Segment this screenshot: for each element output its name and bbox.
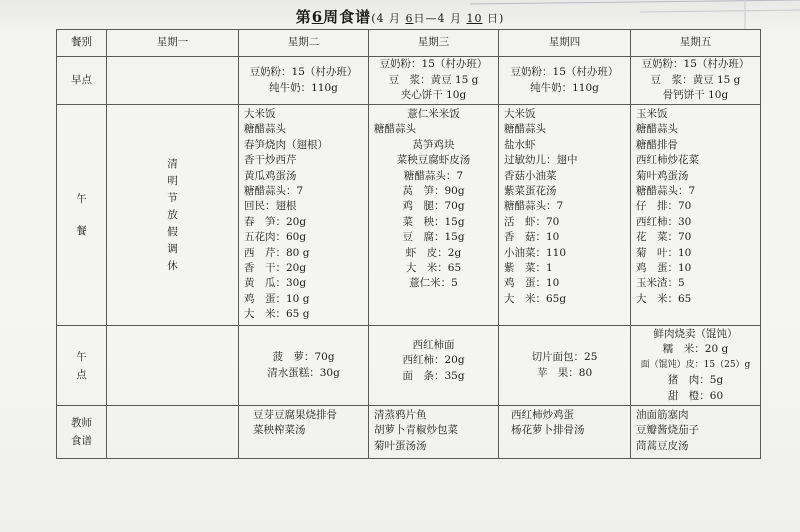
snack-tuesday-cell xyxy=(239,326,369,406)
menu-line: 油面筋塞肉 xyxy=(636,409,689,421)
menu-line: 菠 萝：70g xyxy=(272,351,335,364)
menu-line: 糖醋蒜头：7 xyxy=(504,200,564,213)
menu-line: 莴笋鸡块 xyxy=(412,138,455,151)
menu-line: 鲜肉烧卖（馄饨） xyxy=(653,327,738,340)
menu-line: 西 芹：80 g xyxy=(244,246,310,259)
teacher-label-bottom: 食谱 xyxy=(71,435,92,447)
menu-line: 鸡 腿：70g xyxy=(402,200,465,213)
menu-line: 糖醋蒜头：7 xyxy=(403,169,464,182)
title-prefix: 第 xyxy=(295,8,312,26)
teacher-wednesday-cell xyxy=(369,406,499,459)
holiday-char: 节 xyxy=(167,191,178,204)
menu-line: 五花肉：60g xyxy=(244,231,307,244)
date-start: 6 xyxy=(405,12,414,25)
teacher-thursday-cell xyxy=(499,406,631,459)
header-day: 星期五 xyxy=(631,30,761,57)
menu-line: 西红柿炒花菜 xyxy=(636,154,699,167)
snack-friday-cell xyxy=(631,326,761,406)
menu-line: 紫菜蛋花汤 xyxy=(504,185,557,198)
menu-line: 糖醋蒜头 xyxy=(504,123,546,136)
weekly-menu-table xyxy=(56,29,761,459)
menu-line: 面（馄饨）皮：15（25）g xyxy=(640,359,751,370)
menu-line: 豆 腐：15g xyxy=(402,231,465,244)
menu-line: 盐水虾 xyxy=(504,138,536,151)
menu-line: 大 米：65 g xyxy=(244,308,310,321)
menu-line: 香 干：20g xyxy=(244,262,307,275)
holiday-char: 休 xyxy=(167,259,178,272)
menu-line: 回民：翅根 xyxy=(244,200,297,213)
menu-line: 菜 秧：15g xyxy=(402,215,465,228)
snack-row xyxy=(57,326,761,406)
menu-line: 杨花萝卜排骨汤 xyxy=(511,424,585,437)
lunch-friday-cell xyxy=(631,105,761,326)
date-end: 10 xyxy=(466,12,483,25)
date-mid: 日—4 月 xyxy=(413,12,467,25)
menu-line: 胡萝卜青椒炒包菜 xyxy=(374,424,458,437)
menu-line: 猪 肉：5g xyxy=(667,374,724,387)
menu-line: 夹心饼干 10g xyxy=(400,89,467,102)
menu-line: 清蒸鸦片鱼 xyxy=(374,409,427,421)
menu-line: 菜秧豆腐虾皮汤 xyxy=(396,154,471,167)
snack-monday-cell xyxy=(107,326,239,406)
breakfast-wednesday-cell xyxy=(369,57,499,105)
menu-line: 大 米：65 xyxy=(636,292,692,305)
menu-line: 纯牛奶：110g xyxy=(269,81,338,94)
menu-line: 大 米：65g xyxy=(504,292,567,305)
menu-line: 西红柿：30 xyxy=(636,215,692,228)
snack-label-top: 午 xyxy=(76,350,87,363)
menu-line: 菊叶蛋汤汤 xyxy=(374,439,427,452)
menu-line: 纯牛奶：110g xyxy=(530,81,599,94)
holiday-char: 明 xyxy=(167,174,178,187)
lunch-monday-holiday-cell xyxy=(107,105,239,326)
menu-line: 仔 排：70 xyxy=(636,200,692,213)
menu-line: 豆奶粉：15（村办班） xyxy=(641,58,750,71)
menu-line: 鸡 蛋：10 g xyxy=(244,292,310,305)
menu-line: 莴 笋：90g xyxy=(402,185,465,198)
holiday-char: 假 xyxy=(167,225,178,238)
menu-line: 紫 菜：1 xyxy=(504,262,553,275)
menu-line: 春 笋：20g xyxy=(244,215,307,228)
menu-line: 切片面包：25 xyxy=(531,351,598,364)
menu-line: 大米饭 xyxy=(504,108,536,120)
menu-line: 鸡 蛋：10 xyxy=(504,277,560,290)
date-close: 日) xyxy=(482,12,505,25)
menu-line: 小油菜：110 xyxy=(504,246,567,259)
menu-line: 豆奶粉：15（村办班） xyxy=(379,58,488,71)
menu-line: 豆 浆：黄豆 15 g xyxy=(388,73,479,86)
page-title xyxy=(0,6,800,27)
menu-line: 花 菜：70 xyxy=(636,231,692,244)
menu-line: 茼蒿豆皮汤 xyxy=(636,439,689,452)
snack-label xyxy=(57,326,107,406)
menu-line: 糖醋蒜头 xyxy=(374,123,416,136)
menu-line: 薏仁米米饭 xyxy=(407,108,460,120)
teacher-monday-cell xyxy=(107,406,239,459)
teacher-tuesday-cell xyxy=(239,406,369,459)
teacher-friday-cell xyxy=(631,406,761,459)
lunch-tuesday-cell xyxy=(239,105,369,326)
teacher-row xyxy=(57,406,761,459)
title-date-range xyxy=(371,12,504,25)
menu-line: 黄瓜鸡蛋汤 xyxy=(244,169,297,182)
menu-line: 苹 果：80 xyxy=(536,366,593,379)
breakfast-tuesday-cell xyxy=(239,57,369,105)
menu-line: 香菇小油菜 xyxy=(504,169,557,182)
snack-label-bottom: 点 xyxy=(76,368,87,381)
menu-line: 糯 米：20 g xyxy=(662,343,729,356)
breakfast-friday-cell xyxy=(631,57,761,105)
menu-line: 薏仁米：5 xyxy=(409,277,458,290)
header-day: 星期一 xyxy=(107,30,239,57)
lunch-label-bottom: 餐 xyxy=(76,225,87,237)
menu-line: 面 条：35g xyxy=(402,369,465,382)
snack-wednesday-cell xyxy=(369,326,499,406)
lunch-row xyxy=(57,105,761,326)
menu-line: 西红柿面 xyxy=(412,339,455,351)
holiday-char: 放 xyxy=(167,208,178,221)
menu-line: 过敏幼儿：翅中 xyxy=(504,154,578,167)
snack-thursday-cell xyxy=(499,326,631,406)
menu-line: 豆芽豆腐果烧排骨 xyxy=(253,409,337,421)
holiday-char: 调 xyxy=(167,242,178,255)
menu-line: 豆 浆：黄豆 15 g xyxy=(650,73,741,86)
breakfast-monday-cell xyxy=(107,57,239,105)
menu-line: 菜秧榨菜汤 xyxy=(253,424,306,437)
menu-line: 大米饭 xyxy=(244,108,276,120)
menu-line: 清水蛋糕：30g xyxy=(267,366,340,379)
breakfast-label: 早点 xyxy=(57,57,107,105)
header-meal-type: 餐别 xyxy=(57,30,107,57)
menu-line: 骨钙饼干 10g xyxy=(662,89,729,102)
header-row xyxy=(57,30,761,57)
breakfast-row xyxy=(57,57,761,105)
menu-line: 鸡 蛋：10 xyxy=(636,262,692,275)
menu-line: 糖醋蒜头 xyxy=(244,123,286,136)
menu-line: 大 米：65 xyxy=(405,262,462,275)
breakfast-thursday-cell xyxy=(499,57,631,105)
lunch-thursday-cell xyxy=(499,105,631,326)
lunch-wednesday-cell xyxy=(369,105,499,326)
menu-line: 糖醋蒜头：7 xyxy=(244,185,304,198)
menu-line: 西红柿炒鸡蛋 xyxy=(511,409,574,421)
menu-line: 甜 橙：60 xyxy=(667,389,724,402)
title-week-number: 6 xyxy=(311,8,324,26)
menu-line: 糖醋蒜头 xyxy=(636,123,678,136)
menu-line: 豆奶粉：15（村办班） xyxy=(510,66,619,79)
teacher-label-top: 教师 xyxy=(71,417,92,429)
lunch-label xyxy=(57,105,107,326)
menu-line: 香 菇：10 xyxy=(504,231,560,244)
menu-line: 豆瓣酱烧茄子 xyxy=(636,424,699,437)
menu-line: 玉米渣：5 xyxy=(636,277,685,290)
menu-line: 糖醋蒜头：7 xyxy=(636,185,696,198)
menu-line: 西红柿：20g xyxy=(402,354,465,367)
title-suffix: 周食谱 xyxy=(323,8,372,26)
menu-line: 菊叶鸡蛋汤 xyxy=(636,169,689,182)
header-day: 星期二 xyxy=(239,30,369,57)
teacher-label xyxy=(57,406,107,459)
menu-line: 香干炒西芹 xyxy=(244,154,297,167)
menu-line: 菊 叶：10 xyxy=(636,246,692,259)
date-open: (4 月 xyxy=(371,12,406,25)
menu-line: 糖醋排骨 xyxy=(636,138,678,151)
menu-line: 活 虾：70 xyxy=(504,215,560,228)
header-day: 星期三 xyxy=(369,30,499,57)
holiday-char: 清 xyxy=(167,157,178,170)
menu-line: 玉米饭 xyxy=(636,108,668,120)
menu-line: 虾 皮：2g xyxy=(405,246,462,259)
menu-line: 黄 瓜：30g xyxy=(244,277,307,290)
menu-line: 春笋烧肉（翅根） xyxy=(244,138,328,151)
header-day: 星期四 xyxy=(499,30,631,57)
lunch-label-top: 午 xyxy=(76,193,87,205)
menu-line: 豆奶粉：15（村办班） xyxy=(249,66,358,79)
